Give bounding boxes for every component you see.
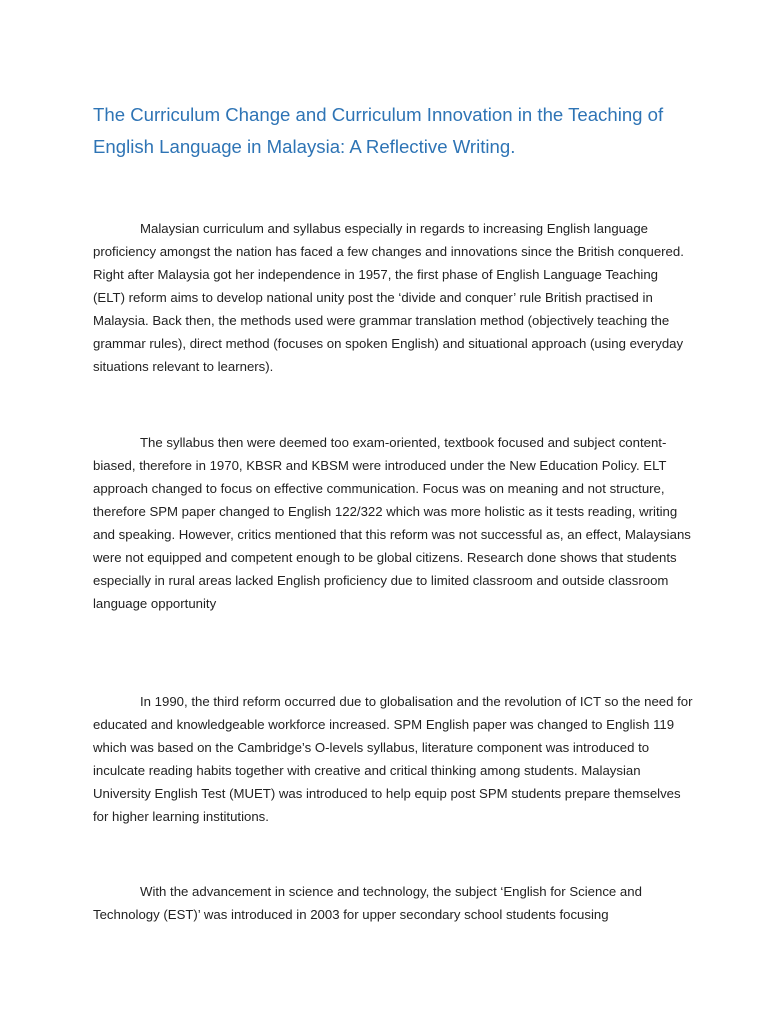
paragraph-2: The syllabus then were deemed too exam-oriented, textbook focused and subject content-biased, therefore in 1970, KBSR and KBSM were introduced under the New Education Policy. ELT approach changed to focus on effective communication. Focus was on meaning and not structure, therefore SPM paper changed to English 122/322 which was more holistic as it tests reading, writing and speaking. However, critics mentioned that this reform was not successful as, an effect, Malaysians were not equipped and competent enough to be global citizens. Research done shows that students especially in rural areas lacked English proficiency due to limited classroom and outside classroom language opportunity	[93, 435, 691, 611]
document-title: The Curriculum Change and Curriculum Innovation in the Teaching of English Language in Malaysia: A Reflective Writing.	[93, 104, 664, 157]
paragraph-3: In 1990, the third reform occurred due to globalisation and the revolution of ICT so the need for educated and knowledgeable workforce increased. SPM English paper was changed to English 119 which was based on the Cambridge’s O-levels syllabus, literature component was introduced to inculcate reading habits together with creative and critical thinking among students. Malaysian University English Test (MUET) was introduced to help equip post SPM students prepare themselves for higher learning institutions.	[93, 694, 693, 824]
paragraph-4: With the advancement in science and technology, the subject ‘English for Science and Technology (EST)’ was introduced in 2003 for upper secondary school students focusing	[93, 884, 642, 922]
paragraph-1: Malaysian curriculum and syllabus especially in regards to increasing English language proficiency amongst the nation has faced a few changes and innovations since the British conquered. Right after Malaysia got her independence in 1957, the first phase of English Language Teaching (ELT) reform aims to develop national unity post the ‘divide and conquer’ rule British practised in Malaysia. Back then, the methods used were grammar translation method (objectively teaching the grammar rules), direct method (focuses on spoken English) and situational approach (using everyday situations relevant to learners).	[93, 221, 684, 374]
